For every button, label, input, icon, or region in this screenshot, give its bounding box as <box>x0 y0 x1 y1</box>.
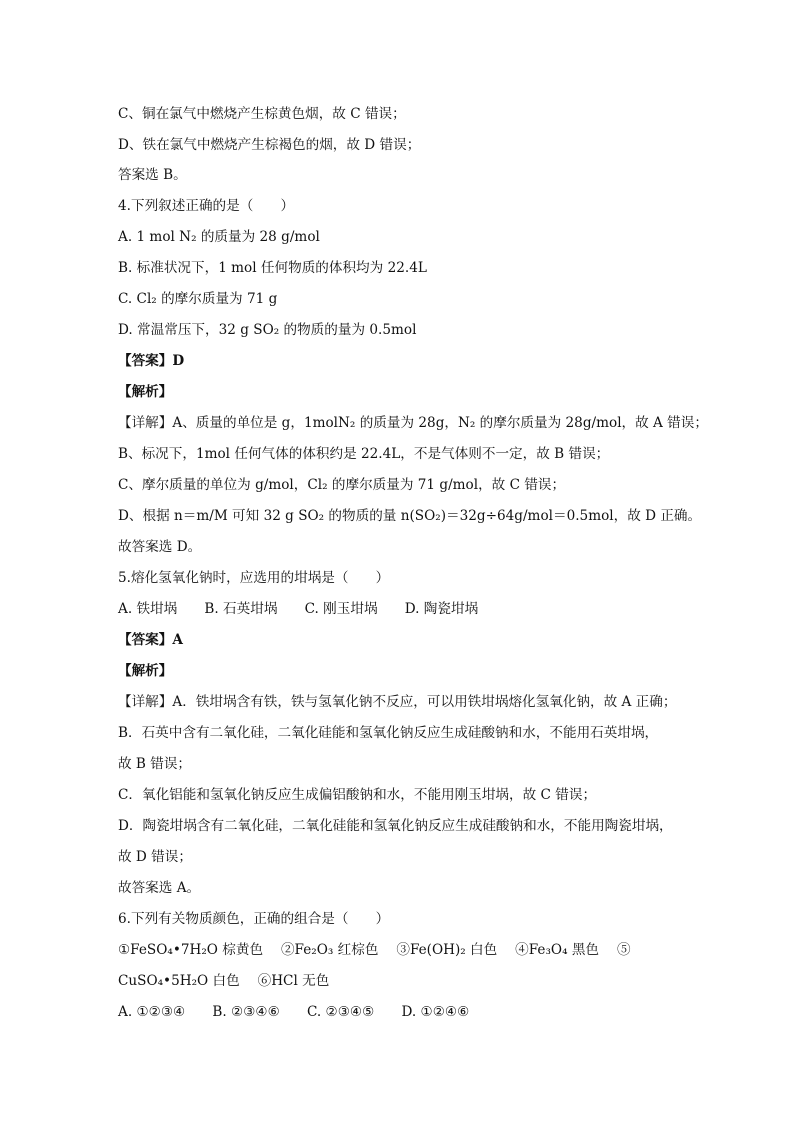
explanation-line: D、根据 n＝m/M 可知 32 g SO₂ 的物质的量 n(SO₂)＝32g÷64g/mol＝0.5mol，故 D 正确。 <box>118 508 702 524</box>
question-4-stem: 4.下列叙述正确的是（ ） <box>118 198 295 214</box>
explanation-line: 【详解】A、质量的单位是 g，1molN₂ 的质量为 28g，N₂ 的摩尔质量为 28g/mol，故 A 错误； <box>118 415 708 431</box>
question-5-stem: 5.熔化氢氧化钠时，应选用的坩埚是（ ） <box>118 570 390 586</box>
answer-label: 【答案】A <box>118 632 183 648</box>
text-line: D、铁在氯气中燃烧产生棕褐色的烟，故 D 错误； <box>118 137 421 153</box>
explanation-line: C．氧化铝能和氢氧化钠反应生成偏铝酸钠和水，不能用刚玉坩埚，故 C 错误； <box>118 787 597 803</box>
question-6-stem: 6.下列有关物质颜色，正确的组合是（ ） <box>118 911 390 927</box>
question-4-option-a: A. 1 mol N₂ 的质量为 28 g/mol <box>118 229 320 245</box>
analysis-label: 【解析】 <box>118 384 173 400</box>
explanation-line: B．石英中含有二氧化硅，二氧化硅能和氢氧化钠反应生成硅酸钠和水，不能用石英坩埚， <box>118 725 659 741</box>
explanation-line: 【详解】A．铁坩埚含有铁，铁与氢氧化钠不反应，可以用铁坩埚熔化氢氧化钠，故 A 正确； <box>118 694 677 710</box>
explanation-line: C、摩尔质量的单位为 g/mol，Cl₂ 的摩尔质量为 71 g/mol，故 C 错误； <box>118 477 566 493</box>
explanation-line: 故答案选 A。 <box>118 880 201 896</box>
answer-label: 【答案】D <box>118 353 185 369</box>
question-5-options: A. 铁坩埚 B. 石英坩埚 C. 刚玉坩埚 D. 陶瓷坩埚 <box>118 601 479 617</box>
text-line: C、铜在氯气中燃烧产生棕黄色烟，故 C 错误； <box>118 106 406 122</box>
question-4-option-d: D. 常温常压下，32 g SO₂ 的物质的量为 0.5mol <box>118 322 417 338</box>
explanation-line: B、标况下，1mol 任何气体的体积约是 22.4L，不是气体则不一定，故 B 错误； <box>118 446 610 462</box>
analysis-label: 【解析】 <box>118 663 173 679</box>
text-line: 答案选 B。 <box>118 167 187 183</box>
explanation-line: 故 B 错误； <box>118 756 192 772</box>
question-6-items: ①FeSO₄•7H₂O 棕黄色 ②Fe₂O₃ 红棕色 ③Fe(OH)₂ 白色 ④Fe₃O₄ 黑色 ⑤ <box>118 942 631 958</box>
explanation-line: D．陶瓷坩埚含有二氧化硅，二氧化硅能和氢氧化钠反应生成硅酸钠和水，不能用陶瓷坩埚， <box>118 818 673 834</box>
question-6-options: A. ①②③④ B. ②③④⑥ C. ②③④⑤ D. ①②④⑥ <box>118 1004 470 1020</box>
explanation-line: 故答案选 D。 <box>118 539 202 555</box>
question-4-option-b: B. 标准状况下，1 mol 任何物质的体积均为 22.4L <box>118 260 427 276</box>
explanation-line: 故 D 错误； <box>118 849 192 865</box>
question-6-items: CuSO₄•5H₂O 白色 ⑥HCl 无色 <box>118 973 330 989</box>
question-4-option-c: C. Cl₂ 的摩尔质量为 71 g <box>118 291 278 307</box>
